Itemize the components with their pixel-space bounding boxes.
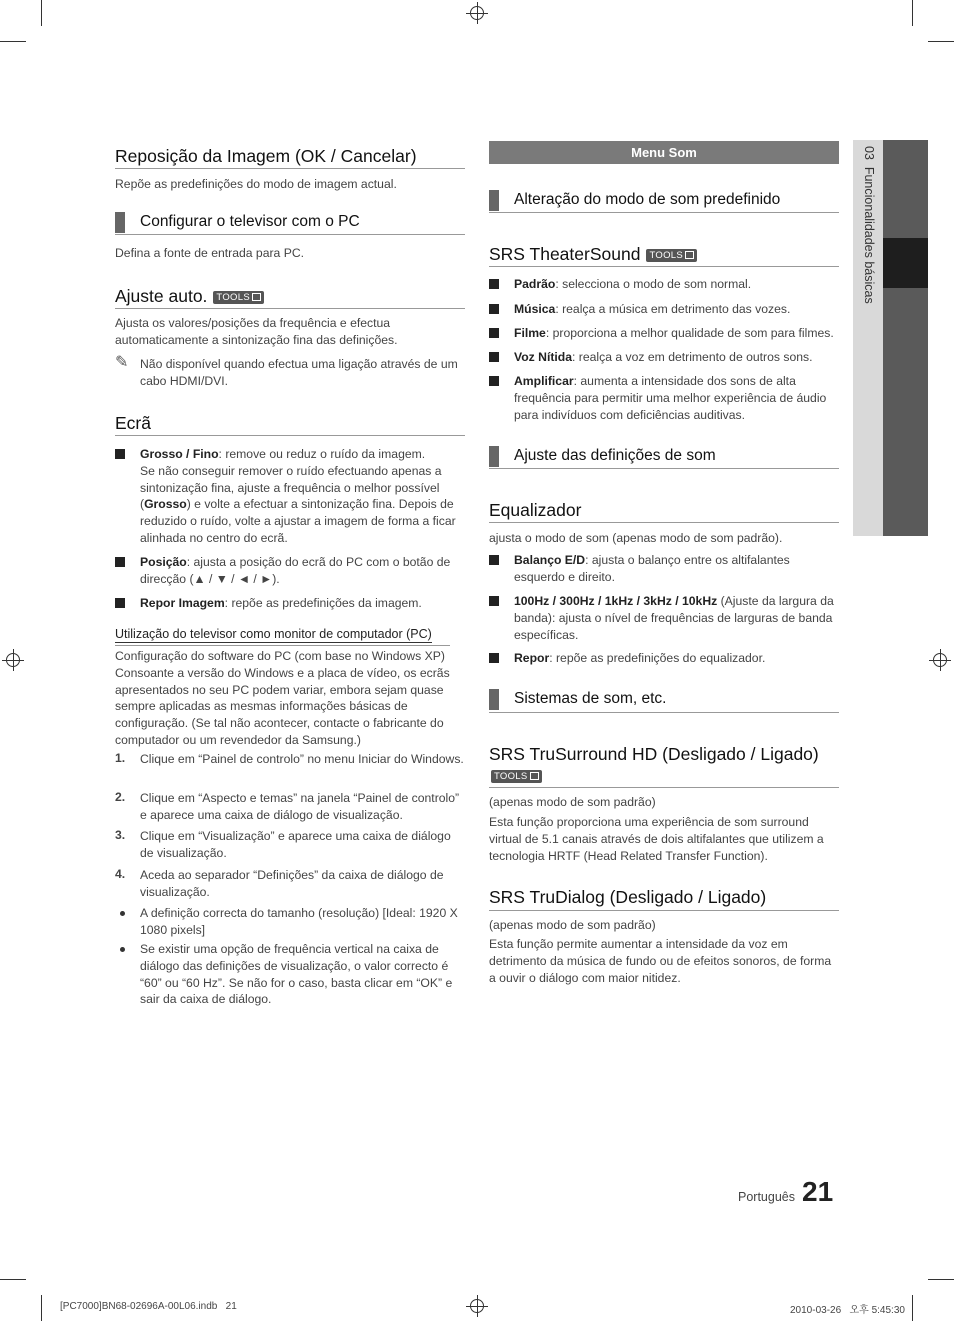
crop-mark	[912, 0, 913, 26]
section-title-theatersound	[489, 244, 697, 265]
section-title: SRS TruDialog (Desligado / Ligado)	[489, 887, 767, 907]
section-text: Defina a fonte de entrada para PC.	[115, 246, 305, 260]
list-item	[514, 373, 836, 423]
list-item	[514, 325, 839, 342]
tools-label: TOOLS	[494, 771, 528, 782]
bullet-icon	[489, 279, 499, 289]
divider	[489, 266, 839, 267]
section-text: ajusta o modo de som (apenas modo de som padrão).	[489, 531, 783, 545]
divider	[489, 787, 839, 788]
registration-mark-icon	[470, 6, 484, 20]
step-text: Clique em “Visualização” e aparece uma caixa de diálogo de visualização.	[140, 829, 451, 860]
footer-file: [PC7000]BN68-02696A-00L06.indb 21	[60, 1301, 237, 1312]
registration-mark-icon	[470, 1299, 484, 1313]
item-label: Amplificar	[514, 374, 574, 388]
tools-badge	[213, 291, 264, 304]
crop-mark	[41, 0, 42, 26]
bullet-icon	[115, 557, 125, 567]
bullet-icon	[489, 328, 499, 338]
note-pencil-icon: ✎	[115, 354, 129, 371]
item-label: 100Hz / 300Hz / 1kHz / 3kHz / 10kHz	[514, 594, 718, 608]
list-item	[514, 552, 839, 586]
subsection-bar	[115, 212, 125, 233]
list-item	[514, 349, 839, 366]
step-number: 4.	[115, 867, 126, 881]
item-text: Se não conseguir remover o ruído efectuando apenas a sintonização fina, ajuste a frequência o melhor possível (	[140, 463, 442, 512]
step-number: 3.	[115, 828, 126, 842]
item-text: : repõe as predefinições do equalizador.	[549, 651, 766, 665]
step-number: 1.	[115, 751, 126, 765]
side-tab-marker	[883, 238, 928, 288]
crop-mark	[0, 41, 26, 42]
list-item: A definição correcta do tamanho (resolução) [Ideal: 1920 X 1080 pixels]	[140, 906, 458, 937]
item-text: (Ajuste da largura da banda): ajusta o nível de frequências de larguras de banda específicas.	[514, 594, 834, 642]
list-item	[514, 650, 839, 667]
side-tab-label-box	[860, 146, 876, 346]
item-text: : realça a voz em detrimento de outros sons.	[572, 350, 813, 364]
divider	[489, 522, 839, 523]
item-text: : ajusta o balanço entre os altifalantes esquerdo e direito.	[514, 553, 790, 584]
side-tab-label: 03 Funcionalidades básicas	[862, 146, 876, 304]
step-text: Clique em “Painel de controlo” no menu Iniciar do Windows.	[140, 752, 464, 766]
section-title: Equalizador	[489, 500, 582, 520]
section-text: Ajusta os valores/posições da frequência e efectua automaticamente a sintonização fina das definições.	[115, 316, 398, 347]
divider	[115, 645, 450, 646]
list-item	[140, 554, 462, 588]
item-text: : proporciona a melhor qualidade de som para filmes.	[545, 326, 834, 340]
crop-mark	[928, 41, 954, 42]
divider	[489, 468, 839, 469]
item-text: : ajusta a posição do ecrã do PC com o botão de direcção (▲ / ▼ / ◄ / ►).	[140, 555, 451, 586]
tools-icon	[530, 772, 539, 780]
item-label: Grosso / Fino	[140, 447, 219, 461]
crop-mark	[0, 1279, 26, 1280]
item-text: : remove ou reduz o ruído da imagem.	[218, 447, 426, 461]
item-label: Música	[514, 302, 556, 316]
page-number: 21	[802, 1176, 834, 1207]
section-title: Ajuste auto.	[115, 286, 208, 306]
dot-bullet-icon	[120, 947, 125, 952]
item-label: Padrão	[514, 277, 556, 291]
step-number: 2.	[115, 790, 126, 804]
list-item	[514, 301, 839, 318]
item-label: Balanço E/D	[514, 553, 586, 567]
divider	[115, 234, 465, 235]
section-note: (apenas modo de som padrão)	[489, 918, 656, 932]
list-item	[514, 593, 839, 643]
divider	[115, 168, 465, 169]
item-label: Repor Imagem	[140, 596, 225, 610]
divider	[115, 308, 465, 309]
list-item	[140, 446, 462, 547]
item-label: Posição	[140, 555, 187, 569]
tools-badge-row	[489, 768, 542, 786]
bullet-icon	[115, 449, 125, 459]
item-text: : repõe as predefinições da imagem.	[224, 596, 422, 610]
list-item	[514, 276, 839, 293]
bullet-icon	[489, 376, 499, 386]
tools-label: TOOLS	[216, 292, 250, 303]
subsection-bar	[489, 190, 499, 211]
section-note: (apenas modo de som padrão)	[489, 795, 656, 809]
subsection-title: Ajuste das definições de som	[514, 447, 716, 464]
section-title: SRS TruSurround HD (Desligado / Ligado)	[489, 744, 819, 764]
menu-bar: Menu Som	[489, 141, 839, 164]
item-text: : aumenta a intensidade dos sons de alta frequência para permitir uma melhor experiência de áudio para indivíduos com deficiências auditivas.	[514, 374, 827, 422]
bullet-icon	[489, 555, 499, 565]
crop-mark	[41, 1295, 42, 1321]
section-text: Repõe as predefinições do modo de imagem actual.	[115, 177, 397, 191]
item-label: Grosso	[144, 497, 187, 512]
subsection-title: Alteração do modo de som predefinido	[514, 191, 781, 208]
bullet-icon	[489, 596, 499, 606]
tools-badge	[646, 249, 697, 262]
bullet-icon	[489, 304, 499, 314]
subsection-title: Sistemas de som, etc.	[514, 690, 667, 707]
crop-mark	[928, 1279, 954, 1280]
subsection-title-underlined: Utilização do televisor como monitor de computador (PC)	[115, 627, 432, 641]
tools-label: TOOLS	[649, 250, 683, 261]
item-text: : realça a música em detrimento das vozes.	[555, 302, 791, 316]
bullet-icon	[489, 352, 499, 362]
item-label: Voz Nítida	[514, 350, 573, 364]
item-text: ) e volte a efectuar a sintonização fina. Depois de reduzido o ruído, volte a ajustar a imagem de forma a ficar alinhada no centro do ecrã.	[140, 497, 456, 545]
registration-mark-icon	[933, 653, 947, 667]
section-text: Configuração do software do PC (com base no Windows XP) Consoante a versão do Windows e a placa de vídeo, os ecrãs apresentados no seu PC podem variar, embora sejam quase sempre aplicadas as mesmas informações básicas de configuração. (Se tal não acontecer, contacte o fabricante do computador ou um revendedor da Samsung.)	[115, 649, 450, 747]
list-item: Se existir uma opção de frequência vertical na caixa de diálogo das definições de visualização, o valor correcto é “60” ou “60 Hz”. Se não for o caso, basta clicar em “OK” e sair da caixa de diálogo.	[140, 942, 453, 1007]
side-tab-dark	[883, 140, 928, 536]
divider	[115, 435, 465, 436]
footer-timestamp: 2010-03-26 오후 5:45:30	[790, 1305, 905, 1316]
item-label: Repor	[514, 651, 550, 665]
section-text: Esta função proporciona uma experiência de som surround virtual de 5.1 canais através de dois altifalantes que utilizem a tecnologia HRTF (Head Related Transfer Function).	[489, 815, 824, 863]
section-title: Reposição da Imagem (OK / Cancelar)	[115, 146, 417, 166]
section-title: Ecrã	[115, 413, 151, 433]
tools-badge	[491, 770, 542, 783]
subsection-bar	[489, 446, 499, 467]
registration-mark-icon	[6, 653, 20, 667]
subsection-bar	[489, 689, 499, 710]
item-label: Filme	[514, 326, 546, 340]
divider	[489, 910, 839, 911]
dot-bullet-icon	[120, 911, 125, 916]
footer-language: Português	[738, 1190, 795, 1204]
item-text: : selecciona o modo de som normal.	[555, 277, 752, 291]
step-text: Aceda ao separador “Definições” da caixa de diálogo de visualização.	[140, 868, 444, 899]
divider	[489, 212, 839, 213]
section-title-ajuste-auto	[115, 286, 264, 307]
crop-mark	[912, 1295, 913, 1321]
note-text: Não disponível quando efectua uma ligação através de um cabo HDMI/DVI.	[140, 357, 458, 388]
section-text: Esta função permite aumentar a intensidade da voz em detrimento da música de fundo ou de efeitos sonoros, de forma a ouvir o diálogo com maior nitidez.	[489, 937, 832, 985]
step-text: Clique em “Aspecto e temas” na janela “Painel de controlo” e aparece uma caixa de diálogo de visualização.	[140, 791, 460, 822]
subsection-title: Configurar o televisor com o PC	[140, 213, 360, 230]
bullet-icon	[489, 653, 499, 663]
list-item	[140, 595, 462, 612]
bullet-icon	[115, 598, 125, 608]
divider	[489, 712, 839, 713]
section-title: SRS TheaterSound	[489, 244, 641, 264]
tools-icon	[685, 251, 694, 259]
tools-icon	[252, 293, 261, 301]
